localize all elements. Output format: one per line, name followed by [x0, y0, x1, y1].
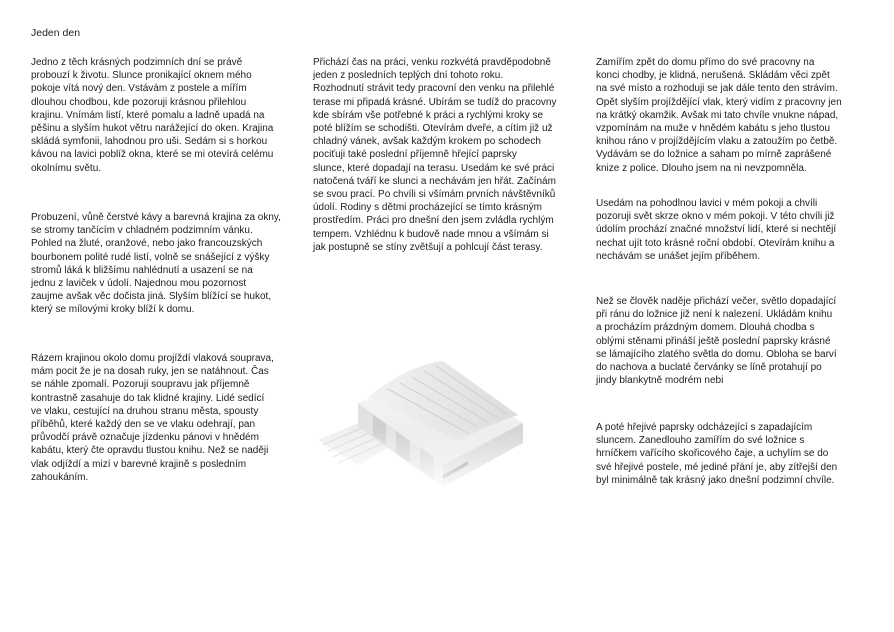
paragraph-8: [596, 421, 868, 487]
paragraph-text: Usedám na pohodlnou lavici v mém pokoji a chvíli pozoruji svět skrze okno v mém pokoji. V této chvíli již údolím prochází značné množství lidí, které si nechtějí nechat ujít toto krásné roční období. Otevírám knihu a nechávám se unášet jejím příběhem.: [596, 198, 837, 262]
paragraph-4: [313, 56, 585, 254]
paragraph-6: [596, 197, 868, 263]
paragraph-2: [31, 211, 303, 317]
paragraph-text: Než se člověk naděje přichází večer, světlo dopadající při ránu do ložnice již není k nalezení. Ukládám knihu a procházím prázdným domem. Dlouhá chodba s oblými stěnami přináší ještě poslední paprsky krásné se lámajícího zlatého světla do domu. Obloha se barví do nachova a buclaté červánky se líně protahují po jindy blankytně modrém nebi: [596, 296, 837, 387]
paragraph-text: A poté hřejivé paprsky odcházející s zapadajícím sluncem. Zanedlouho zamířím do své ložnice s hrníčkem vařícího skořicového čaje, a uchylím se do své hřejivé postele, mé jediné přání je, aby zítřejší den byl minimálně tak krásný jako dnešní podzimní chvíle.: [596, 422, 838, 486]
paragraph-1: [31, 56, 303, 175]
paragraph-text: Probuzení, vůně čerstvé kávy a barevná krajina za okny, se stromy tančícím v chladném podzimním vánku. Pohled na žluté, oranžové, nebo jako francouzských bourbonem polité rudé listí, volně se snášející z výšky stromů láká k bližšímu nahlédnutí a usazení se na jednu z laviček v údolí. Najednou mou pozornost zaujme avšak věc dočista jiná. Slyším blížící se hukot, který se mílovými kroky blíží k domu.: [31, 212, 281, 316]
paragraph-7: [596, 295, 868, 387]
architecture-model-illustration: [318, 345, 530, 495]
paragraph-text: Přichází čas na práci, venku rozkvétá pravděpodobně jeden z posledních teplých dní tohoto roku. Rozhodnutí strávit tedy pracovní den venku na přilehlé terase mi připadá krásné. Ubírám se tudíž do pracovny kde sbírám vše potřebné k práci a rychlými kroky se poté blížím se schodišti. Otevírám dveře, a cítím již už chladný vánek, avšak každým krokem po schodech pociťuji také poslední příjemně hřející paprsky slunce, které dopadají na terasu. Usedám ke své práci natočená tváří ke slunci a nechávám jen hřát. Začínám se svou prací. Po chvíli si všímám prvních návštěvníků údolí. Rodiny s dětmi procházející se tímto krásným prostředím. Práci pro dnešní den jsem zvládla rychlým tempem. Vzhlédnu k budově nade mnou a všímám si jak postupně se stíny zvětšují a pohlcují část terasy.: [313, 57, 557, 253]
paragraph-text: Zamířím zpět do domu přímo do své pracovny na konci chodby, je klidná, nerušená. Skládám věci zpět na své místo a rozhoduji se jak dále tento den strávím. Opět slyším projíždějící vlak, který vidím z pracovny jen na krátký okamžik. Avšak mi tato chvíle vnukne nápad, vzpomínám na muže v hnědém kabátu s jeho tlustou knihou ráno v projíždějícím vlaku a zatoužím po četbě. Vydávám se do ložnice a saham po mírně zaprášené knize z police. Dlouho jsem na ni nevzpomněla.: [596, 57, 842, 174]
paragraph-text: Jedno z těch krásných podzimních dní se právě probouzí k životu. Slunce pronikající oknem mého pokoje vítá nový den. Vstávám z postele a mířím dlouhou chodbou, kde pozoruji krásnou přilehlou krajinu. Vnímám listí, které pomalu a ladně upadá na pěšinu a slyším hukot větru narážející do oken. Krajina skládá symfonii, lahodnou pro uši. Sedám si s horkou kávou na lavici poblíž okna, které se mi otevírá celému okolnímu světu.: [31, 57, 274, 174]
paragraph-text: Rázem krajinou okolo domu projíždí vlaková souprava, mám pocit že je na dosah ruky, jen se natáhnout. Čas se náhle zpomalí. Pozoruji soupravu jak příjemně kontrastně zasahuje do tak klidné krajiny. Lidé sedící ve vlaku, cestující na druhou stranu města, spousty příběhů, které každý den se ve vlaku odehrají, pan průvodčí právě označuje jízdenku pánovi v hnědém kabátu, který čte opravdu tlustou knihu. Než se naději vlak odjíždí a mizí v barevné krajině s posledním zahoukáním.: [31, 353, 274, 483]
document-title: Jeden den: [31, 27, 81, 39]
paragraph-5: [596, 56, 868, 175]
paragraph-3: [31, 352, 303, 484]
